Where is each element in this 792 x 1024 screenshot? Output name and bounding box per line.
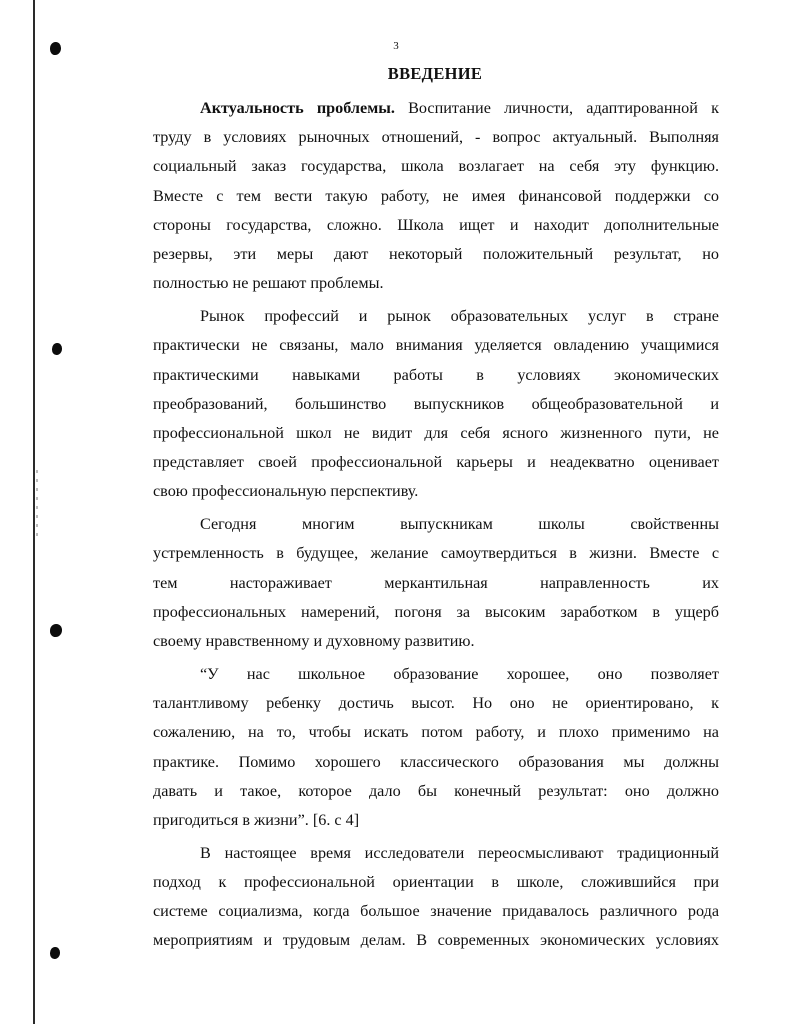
text-line: В настоящее время исследователи переосмысливают традиционный	[200, 843, 719, 862]
binder-hole	[50, 947, 60, 959]
text-line: практически не связаны, мало внимания уделяется овладению учащимися	[153, 336, 719, 355]
text-line: Рынок профессий и рынок образовательных услуг в стране	[200, 307, 719, 326]
text-line: тем настораживает меркантильная направленность их	[153, 573, 719, 592]
document-body	[153, 94, 719, 959]
text-line: “У нас школьное образование хорошее, оно позволяет	[200, 664, 719, 683]
page-margin-line	[33, 0, 35, 1024]
text-line: социальный заказ государства, школа возлагает на себя эту функцию.	[153, 157, 719, 176]
text-line: резервы, эти меры дают некоторый положительный результат, но	[153, 245, 719, 264]
text-line: подход к профессиональной ориентации в школе, сложившийся при	[153, 873, 719, 892]
text-line: профессиональных намерений, погоня за высоким заработком в ущерб	[153, 602, 719, 621]
text-line: Сегодня многим выпускникам школы свойственны	[200, 515, 719, 534]
page-number: 3	[393, 40, 399, 52]
binder-hole	[50, 624, 62, 637]
text-line: Актуальность проблемы. Воспитание личности, адаптированной к	[200, 99, 719, 117]
text-line: системе социализма, когда большое значение придавалось различного рода	[153, 902, 719, 921]
text-line: преобразований, большинство выпускников общеобразовательной и	[153, 394, 719, 413]
scan-artifact	[36, 470, 38, 540]
text-line: талантливому ребенку достичь высот. Но оно не ориентировано, к	[153, 694, 719, 713]
paragraph-2	[153, 302, 719, 506]
paragraph-intro	[153, 94, 719, 298]
text-line: пригодиться в жизни”. [6. с 4]	[153, 810, 360, 829]
text-line: стороны государства, сложно. Школа ищет и находит дополнительные	[153, 215, 719, 234]
text-line: мероприятиям и трудовым делам. В современных экономических условиях	[153, 931, 719, 950]
text-line: устремленность в будущее, желание самоутвердиться в жизни. Вместе с	[153, 544, 719, 563]
text-line: сожалению, на то, чтобы искать потом работу, и плохо применимо на	[153, 723, 719, 742]
text-line: своему нравственному и духовному развитию.	[153, 632, 475, 651]
paragraph-quote	[153, 660, 719, 835]
text-line: практике. Помимо хорошего классического образования мы должны	[153, 752, 719, 771]
text-line: полностью не решают проблемы.	[153, 274, 384, 293]
text-line: труду в условиях рыночных отношений, - вопрос актуальный. Выполняя	[153, 128, 719, 147]
page-title: ВВЕДЕНИЕ	[387, 64, 483, 83]
binder-hole	[52, 343, 62, 355]
text-line: практическими навыками работы в условиях экономических	[153, 365, 719, 384]
text-line: давать и такое, которое дало бы конечный результат: оно должно	[153, 781, 719, 800]
text-line: Вместе с тем вести такую работу, не имея финансовой поддержки со	[153, 186, 719, 205]
text-line: представляет своей профессиональной карьеры и неадекватно оценивает	[153, 453, 719, 472]
text-line: свою профессиональную перспективу.	[153, 482, 419, 501]
section-heading-inline: Актуальность проблемы.	[200, 99, 395, 117]
paragraph-3	[153, 510, 719, 656]
paragraph-5	[153, 839, 719, 956]
text-line: профессиональной школ не видит для себя ясного жизненного пути, не	[153, 423, 719, 442]
